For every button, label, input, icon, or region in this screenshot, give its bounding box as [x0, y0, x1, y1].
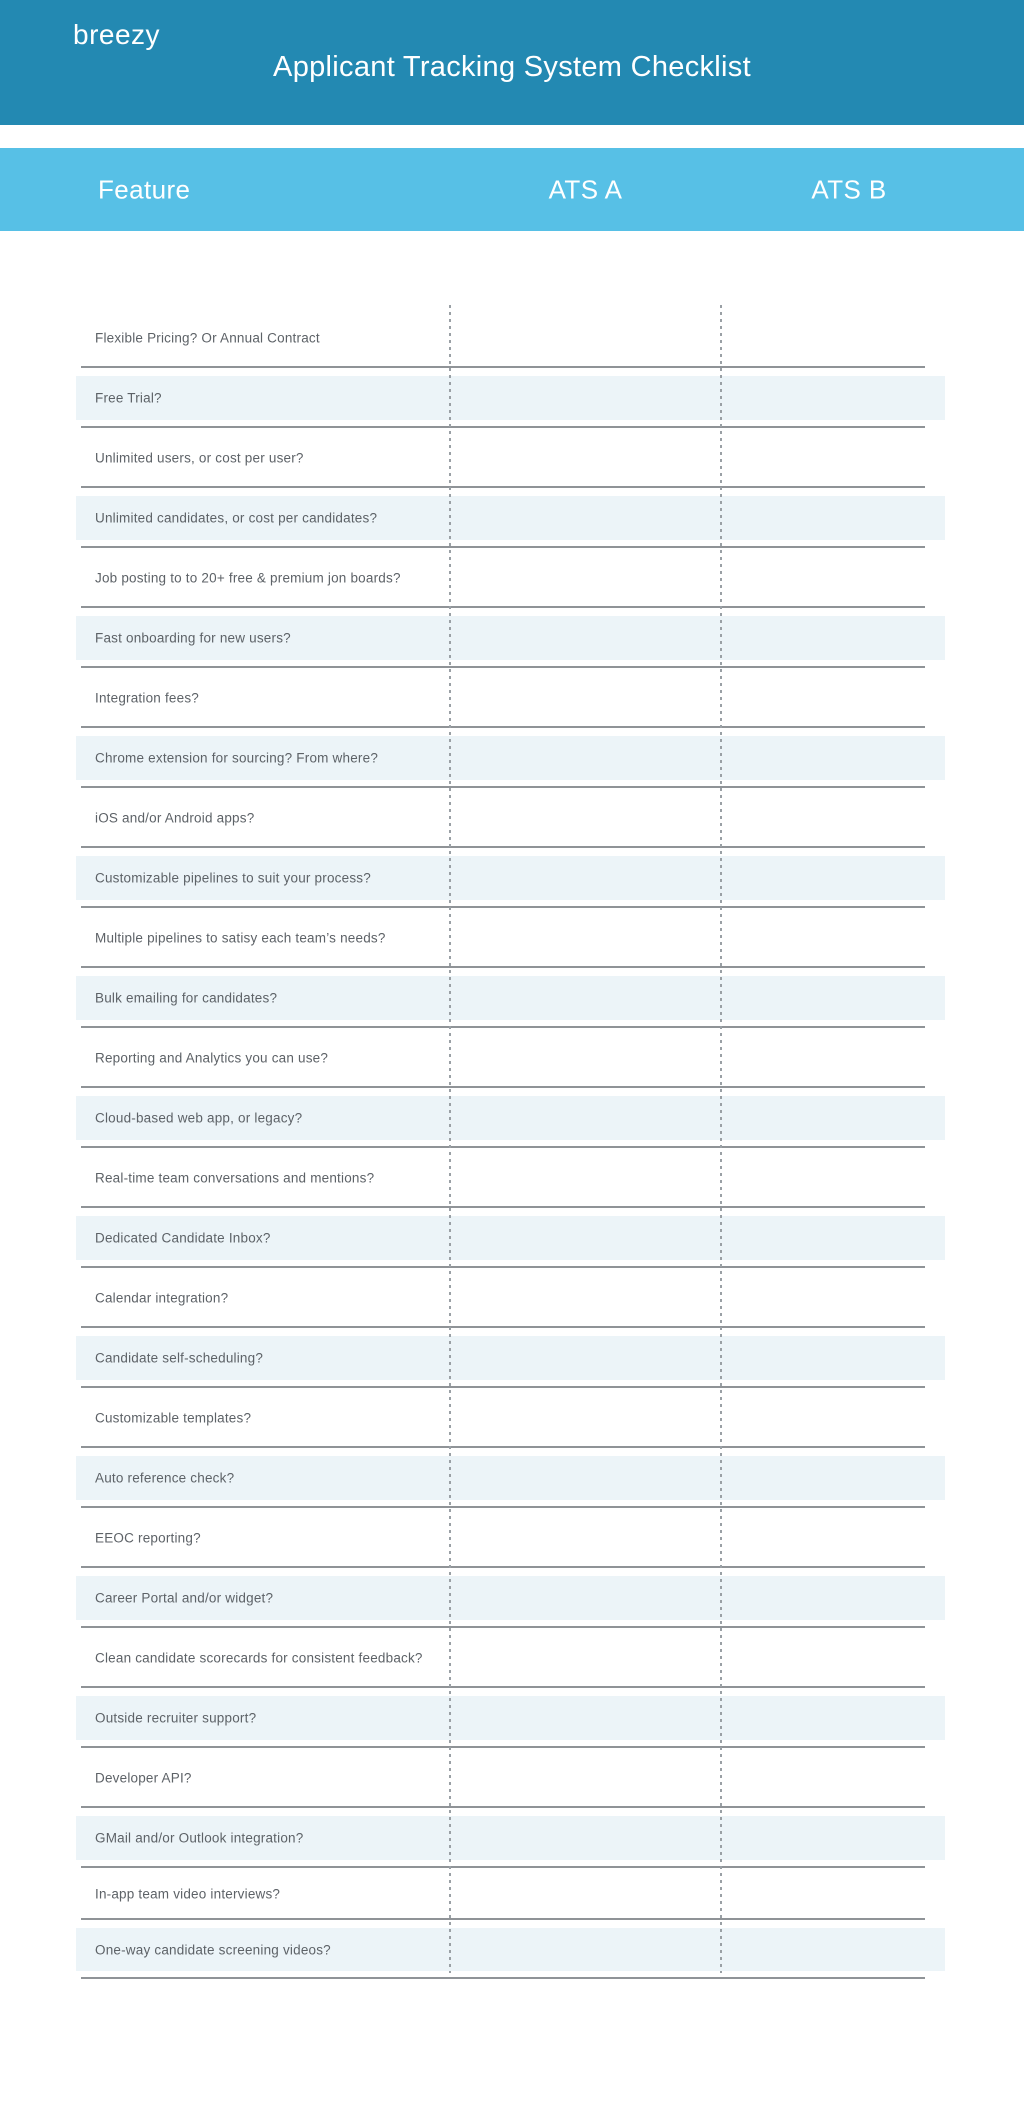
table-row — [0, 848, 1024, 908]
ats-b-cell — [721, 488, 945, 548]
page-title: Applicant Tracking System Checklist — [273, 51, 751, 83]
ats-b-cell — [721, 848, 945, 908]
feature-label: Fast onboarding for new users? — [95, 630, 291, 646]
ats-b-cell — [721, 1748, 945, 1808]
table-row — [0, 1268, 1024, 1328]
ats-b-cell — [721, 668, 945, 728]
table-row — [0, 1208, 1024, 1268]
breezy-logo: breezy — [73, 19, 161, 50]
column-divider-ats-b — [720, 305, 722, 1973]
table-row — [0, 488, 1024, 548]
ats-b-cell — [721, 908, 945, 968]
ats-a-cell — [450, 668, 721, 728]
feature-label: Job posting to to 20+ free & premium jon boards? — [95, 570, 401, 586]
ats-a-cell — [450, 368, 721, 428]
table-row — [0, 608, 1024, 668]
table-row — [0, 1868, 1024, 1920]
feature-label: Calendar integration? — [95, 1290, 229, 1306]
ats-b-cell — [721, 968, 945, 1028]
feature-label: Outside recruiter support? — [95, 1710, 257, 1726]
ats-b-cell — [721, 308, 945, 368]
ats-a-cell — [450, 1508, 721, 1568]
feature-label: Free Trial? — [95, 390, 162, 406]
ats-a-cell — [450, 1808, 721, 1868]
ats-b-cell — [721, 1688, 945, 1748]
ats-b-cell — [721, 1388, 945, 1448]
ats-a-cell — [450, 428, 721, 488]
column-header-ats-b: ATS B — [811, 174, 887, 204]
feature-label: One-way candidate screening videos? — [95, 1942, 331, 1957]
table-row — [0, 1508, 1024, 1568]
feature-label: Chrome extension for sourcing? From where? — [95, 750, 379, 766]
ats-b-cell — [721, 1088, 945, 1148]
feature-label: GMail and/or Outlook integration? — [95, 1830, 304, 1846]
ats-b-cell — [721, 728, 945, 788]
ats-a-cell — [450, 1268, 721, 1328]
table-row — [0, 1920, 1024, 1979]
ats-b-cell — [721, 1148, 945, 1208]
feature-label: Flexible Pricing? Or Annual Contract — [95, 330, 320, 346]
table-row — [0, 1088, 1024, 1148]
table-row — [0, 1388, 1024, 1448]
ats-a-cell — [450, 1688, 721, 1748]
ats-a-cell — [450, 308, 721, 368]
feature-label: Unlimited candidates, or cost per candidates? — [95, 510, 378, 526]
table-row — [0, 1688, 1024, 1748]
ats-b-cell — [721, 1448, 945, 1508]
table-row — [0, 1628, 1024, 1688]
table-row — [0, 1748, 1024, 1808]
table-row — [0, 1568, 1024, 1628]
ats-a-cell — [450, 788, 721, 848]
ats-a-cell — [450, 488, 721, 548]
feature-table — [0, 308, 1024, 1979]
ats-b-cell — [721, 1208, 945, 1268]
table-column-header — [0, 148, 1024, 231]
ats-b-cell — [721, 1568, 945, 1628]
ats-a-cell — [450, 1208, 721, 1268]
feature-label: Candidate self-scheduling? — [95, 1350, 264, 1366]
feature-label: EEOC reporting? — [95, 1530, 201, 1546]
table-row — [0, 428, 1024, 488]
ats-a-cell — [450, 608, 721, 668]
ats-a-cell — [450, 1628, 721, 1688]
feature-label: Real-time team conversations and mentions? — [95, 1170, 375, 1186]
table-row — [0, 908, 1024, 968]
feature-label: Cloud-based web app, or legacy? — [95, 1110, 303, 1126]
feature-label: Developer API? — [95, 1770, 192, 1786]
table-row — [0, 308, 1024, 368]
ats-a-cell — [450, 548, 721, 608]
ats-b-cell — [721, 368, 945, 428]
ats-b-cell — [721, 428, 945, 488]
table-row — [0, 1028, 1024, 1088]
feature-label: Bulk emailing for candidates? — [95, 990, 278, 1006]
brand-header — [0, 0, 1024, 125]
table-row — [0, 368, 1024, 428]
feature-label: Career Portal and/or widget? — [95, 1590, 274, 1606]
table-row — [0, 1328, 1024, 1388]
ats-a-cell — [450, 1868, 721, 1920]
ats-b-cell — [721, 1268, 945, 1328]
ats-b-cell — [721, 1328, 945, 1388]
feature-label: Unlimited users, or cost per user? — [95, 450, 304, 466]
ats-a-cell — [450, 1028, 721, 1088]
feature-label: iOS and/or Android apps? — [95, 810, 255, 826]
table-row — [0, 968, 1024, 1028]
ats-a-cell — [450, 968, 721, 1028]
ats-b-cell — [721, 1028, 945, 1088]
feature-label: Reporting and Analytics you can use? — [95, 1050, 329, 1066]
ats-b-cell — [721, 1808, 945, 1868]
column-divider-ats-a — [449, 305, 451, 1973]
feature-label: Clean candidate scorecards for consistent feedback? — [95, 1650, 423, 1666]
table-row — [0, 788, 1024, 848]
ats-a-cell — [450, 1148, 721, 1208]
table-row — [0, 1808, 1024, 1868]
column-header-feature: Feature — [98, 174, 191, 204]
table-row — [0, 1148, 1024, 1208]
feature-label: In-app team video interviews? — [95, 1886, 281, 1902]
feature-label: Customizable pipelines to suit your process? — [95, 870, 371, 886]
ats-b-cell — [721, 608, 945, 668]
feature-label: Auto reference check? — [95, 1470, 235, 1486]
table-row — [0, 668, 1024, 728]
column-header-ats-a: ATS A — [548, 174, 623, 204]
ats-b-cell — [721, 1868, 945, 1920]
ats-a-cell — [450, 1748, 721, 1808]
ats-a-cell — [450, 1920, 721, 1979]
ats-a-cell — [450, 1568, 721, 1628]
ats-b-cell — [721, 548, 945, 608]
ats-a-cell — [450, 1448, 721, 1508]
feature-label: Integration fees? — [95, 690, 199, 706]
ats-b-cell — [721, 788, 945, 848]
ats-a-cell — [450, 1388, 721, 1448]
ats-b-cell — [721, 1628, 945, 1688]
feature-label: Multiple pipelines to satisy each team’s needs? — [95, 930, 386, 946]
table-row — [0, 728, 1024, 788]
ats-b-cell — [721, 1508, 945, 1568]
table-row — [0, 1448, 1024, 1508]
ats-b-cell — [721, 1920, 945, 1979]
ats-a-cell — [450, 1088, 721, 1148]
feature-label: Customizable templates? — [95, 1410, 252, 1426]
ats-a-cell — [450, 908, 721, 968]
ats-a-cell — [450, 728, 721, 788]
ats-a-cell — [450, 848, 721, 908]
feature-label: Dedicated Candidate Inbox? — [95, 1230, 271, 1246]
table-row — [0, 548, 1024, 608]
ats-a-cell — [450, 1328, 721, 1388]
